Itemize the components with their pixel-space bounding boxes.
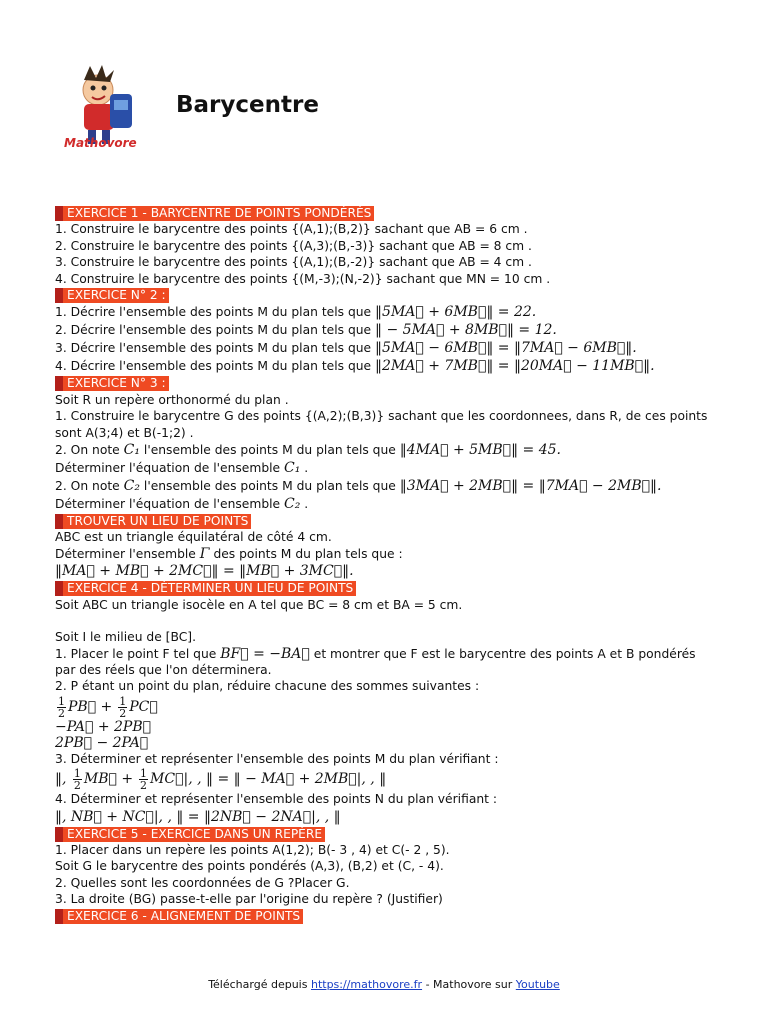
ex4-equation-1: ‖, $\frac{1}{2}$ MB⃗ + $\frac{1}{2}$ MC⃗|, , ‖ = ‖ − MA⃗ + 2MB⃗|, , ‖ bbox=[55, 767, 387, 793]
ex1-line-1: 1. Construire le barycentre des points {(A,1);(B,2)} sachant que AB = 6 cm . bbox=[55, 222, 528, 237]
ex2-formula-2: ‖ − 5MA⃗ + 8MB⃗‖ = 12. bbox=[375, 322, 557, 339]
ex1-line-3: 3. Construire le barycentre des points {(A,1);(B,-2)} sachant que AB = 4 cm . bbox=[55, 255, 532, 270]
ex2-line-2: 2. Décrire l'ensemble des points M du plan tels que ‖ − 5MA⃗ + 8MB⃗‖ = 12. bbox=[55, 322, 557, 339]
ex5-line-1: 1. Placer dans un repère les points A(1,2); B(- 3 , 4) et C(- 2 , 5). bbox=[55, 842, 450, 857]
ex3-formula-1: ‖4MA⃗ + 5MB⃗‖ = 45. bbox=[399, 442, 561, 459]
ex4-formula-bf: BF⃗ = −BA⃗ bbox=[220, 645, 310, 662]
exercise-2-heading: EXERCICE N° 2 : bbox=[55, 288, 169, 303]
ex4-sum-3: 2PB⃗ − 2PA⃗ bbox=[55, 734, 149, 751]
exercise-5-heading: EXERCICE 5 - EXERCICE DANS UN REPÈRE bbox=[55, 827, 325, 842]
exercise-6-heading: EXERCICE 6 - ALIGNEMENT DE POINTS bbox=[55, 909, 303, 924]
ex2-line-4: 4. Décrire l'ensemble des points M du plan tels que ‖2MA⃗ + 7MB⃗‖ = ‖20MA⃗ − 11MB⃗‖. bbox=[55, 358, 655, 375]
ex4-line-2: Soit I le milieu de [BC]. bbox=[55, 630, 196, 645]
ex2-line-3: 3. Décrire l'ensemble des points M du plan tels que ‖5MA⃗ − 6MB⃗‖ = ‖7MA⃗ − 6MB⃗‖. bbox=[55, 340, 637, 357]
ex4-line-5: 3. Déterminer et représenter l'ensemble des points M du plan vérifiant : bbox=[55, 751, 499, 766]
youtube-link[interactable]: Youtube bbox=[515, 978, 560, 991]
lieu-heading: TROUVER UN LIEU DE POINTS bbox=[55, 514, 251, 529]
ex3-line-6: Déterminer l'équation de l'ensemble C₂ . bbox=[55, 496, 309, 513]
ex1-line-4: 4. Construire le barycentre des points {(M,-3);(N,-2)} sachant que MN = 10 cm . bbox=[55, 271, 551, 286]
logo-text: Mathovore bbox=[64, 136, 137, 150]
exercise-1-heading: EXERCICE 1 - BARYCENTRE DE POINTS PONDÉRÉS bbox=[55, 206, 374, 221]
lieu-line-2: Déterminer l'ensemble Γ des points M du plan tels que : bbox=[55, 545, 403, 562]
lieu-line-1: ABC est un triangle équilatéral de côté 4 cm. bbox=[55, 530, 332, 545]
ex4-sum-1: $\frac{1}{2}$ PB⃗ + $\frac{1}{2}$ PC⃗ bbox=[58, 694, 158, 720]
ex2-formula-4: ‖2MA⃗ + 7MB⃗‖ = ‖20MA⃗ − 11MB⃗‖. bbox=[375, 358, 655, 375]
ex3-line-1: Soit R un repère orthonormé du plan . bbox=[55, 392, 289, 407]
exercise-3-heading: EXERCICE N° 3 : bbox=[55, 376, 169, 391]
ex2-formula-3: ‖5MA⃗ − 6MB⃗‖ = ‖7MA⃗ − 6MB⃗‖. bbox=[375, 340, 637, 357]
ex4-line-4: 2. P étant un point du plan, réduire chacune des sommes suivantes : bbox=[55, 679, 480, 694]
ex4-line-1: Soit ABC un triangle isocèle en A tel que BC = 8 cm et BA = 5 cm. bbox=[55, 597, 463, 612]
ex4-equation-2: ‖, NB⃗ + NC⃗|, , ‖ = ‖2NB⃗ − 2NA⃗|, , ‖ bbox=[55, 808, 341, 825]
footer: Téléchargé depuis https://mathovore.fr - Mathovore sur Youtube bbox=[208, 978, 560, 991]
ex3-line-4: Déterminer l'équation de l'ensemble C₁ . bbox=[55, 460, 309, 477]
ex2-formula-1: ‖5MA⃗ + 6MB⃗‖ = 22. bbox=[375, 304, 537, 321]
ex4-line-6: 4. Déterminer et représenter l'ensemble des points N du plan vérifiant : bbox=[55, 792, 498, 807]
mathovore-logo bbox=[62, 60, 160, 156]
ex3-line-2: 1. Construire le barycentre G des points {(A,2);(B,3)} sachant que les coordonnees, dans R, de ces points sont A(3;4) et B(-1;2) . bbox=[55, 409, 708, 440]
ex3-line-5: 2. On note C₂ l'ensemble des points M du plan tels que ‖3MA⃗ + 2MB⃗‖ = ‖7MA⃗ − 2MB⃗‖. bbox=[55, 478, 662, 495]
ex5-line-4: 3. La droite (BG) passe-t-elle par l'origine du repère ? (Justifier) bbox=[55, 892, 443, 907]
document-body bbox=[55, 205, 715, 924]
page-title: Barycentre bbox=[176, 92, 319, 118]
ex3-line-3: 2. On note C₁ l'ensemble des points M du plan tels que ‖4MA⃗ + 5MB⃗‖ = 45. bbox=[55, 442, 561, 459]
ex2-line-1: 1. Décrire l'ensemble des points M du plan tels que ‖5MA⃗ + 6MB⃗‖ = 22. bbox=[55, 304, 537, 321]
ex5-line-3: 2. Quelles sont les coordonnées de G ?Placer G. bbox=[55, 875, 350, 890]
ex3-formula-2: ‖3MA⃗ + 2MB⃗‖ = ‖7MA⃗ − 2MB⃗‖. bbox=[399, 478, 662, 495]
lieu-formula: ‖MA⃗ + MB⃗ + 2MC⃗‖ = ‖MB⃗ + 3MC⃗‖. bbox=[55, 563, 354, 580]
exercise-4-heading: EXERCICE 4 - DÉTERMINER UN LIEU DE POINTS bbox=[55, 581, 356, 596]
ex1-line-2: 2. Construire le barycentre des points {(A,3);(B,-3)} sachant que AB = 8 cm . bbox=[55, 238, 532, 253]
ex5-line-2: Soit G le barycentre des points pondérés (A,3), (B,2) et (C, - 4). bbox=[55, 859, 444, 874]
ex4-sum-2: −PA⃗ + 2PB⃗ bbox=[55, 718, 152, 735]
ex4-line-3: 1. Placer le point F tel que BF⃗ = −BA⃗ et montrer que F est le barycentre des points A et B pondérés par des réels que l'on déterminera. bbox=[55, 645, 696, 677]
mathovore-link[interactable]: https://mathovore.fr bbox=[310, 978, 423, 991]
